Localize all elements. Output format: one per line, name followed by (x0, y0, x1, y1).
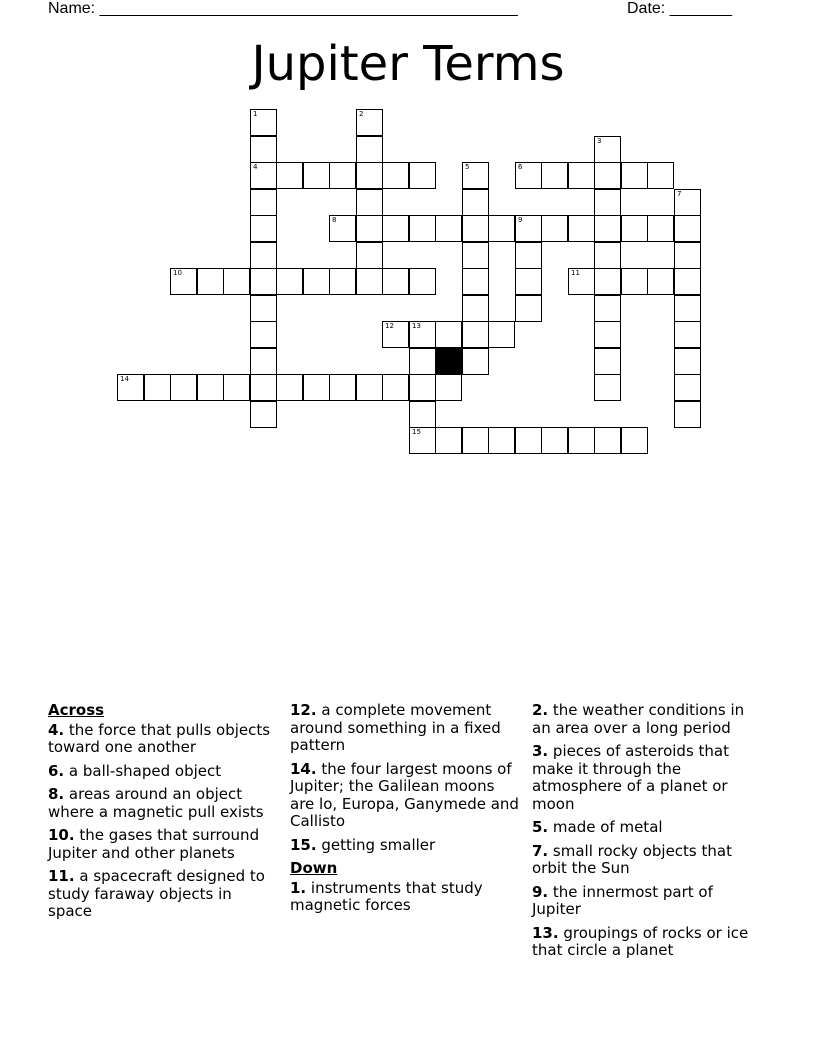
clue-text: a spacecraft designed to study faraway objects in space (48, 867, 265, 920)
crossword-cell[interactable] (409, 321, 436, 348)
crossword-cell[interactable] (303, 268, 330, 295)
clue-across-11 (48, 868, 280, 921)
crossword-cell[interactable] (250, 215, 277, 242)
page-title: Jupiter Terms (251, 36, 565, 92)
crossword-cell[interactable] (594, 162, 621, 189)
clue-number: 9. (532, 882, 549, 901)
crossword-cell[interactable] (356, 268, 383, 295)
crossword-cell[interactable] (276, 268, 303, 295)
crossword-cell[interactable] (303, 162, 330, 189)
clue-text: the innermost part of Jupiter (532, 882, 713, 918)
crossword-cell[interactable] (462, 242, 489, 269)
crossword-cell[interactable] (435, 427, 462, 454)
crossword-cell[interactable] (515, 215, 542, 242)
clue-text: instruments that study magnetic forces (290, 878, 483, 914)
crossword-cell[interactable] (409, 427, 436, 454)
crossword-cell[interactable] (462, 348, 489, 375)
crossword-cell[interactable] (541, 162, 568, 189)
crossword-cell[interactable] (594, 427, 621, 454)
crossword-cell[interactable] (541, 427, 568, 454)
crossword-cell[interactable] (356, 162, 383, 189)
crossword-cell[interactable] (515, 295, 542, 322)
clues-column-2 (290, 702, 522, 921)
crossword-cell[interactable] (250, 136, 277, 163)
crossword-cell[interactable] (462, 295, 489, 322)
crossword-cell[interactable] (409, 401, 436, 428)
crossword-cell[interactable] (329, 215, 356, 242)
clue-number-label: 1 (253, 110, 258, 118)
clue-text: the weather conditions in an area over a long period (532, 701, 745, 737)
clue-number: 4. (48, 720, 65, 739)
clue-number-label: 7 (677, 190, 682, 198)
crossword-cell[interactable] (356, 189, 383, 216)
clue-text: groupings of rocks or ice that circle a planet (532, 923, 749, 959)
clue-number: 6. (48, 761, 65, 780)
crossword-cell[interactable] (250, 374, 277, 401)
crossword-cell[interactable] (409, 215, 436, 242)
crossword-cell[interactable] (276, 374, 303, 401)
crossword-cell[interactable] (674, 215, 701, 242)
clue-down-7 (532, 843, 764, 878)
crossword-cell[interactable] (329, 374, 356, 401)
crossword-cell[interactable] (462, 215, 489, 242)
clue-number: 11. (48, 867, 75, 885)
crossword-cell[interactable] (250, 268, 277, 295)
crossword-cell[interactable] (250, 348, 277, 375)
crossword-cell[interactable] (594, 321, 621, 348)
crossword-cell[interactable] (515, 268, 542, 295)
crossword-cell[interactable] (144, 374, 171, 401)
crossword-cell[interactable] (488, 427, 515, 454)
crossword-cell[interactable] (250, 189, 277, 216)
crossword-cell[interactable] (594, 215, 621, 242)
clue-number: 3. (532, 742, 549, 760)
crossword-cell[interactable] (409, 374, 436, 401)
clue-number-label: 12 (385, 322, 394, 330)
crossword-cell[interactable] (329, 162, 356, 189)
crossword-cell[interactable] (462, 427, 489, 454)
clue-down-2 (532, 702, 764, 737)
crossword-cell[interactable] (356, 136, 383, 163)
crossword-cell[interactable] (462, 162, 489, 189)
crossword-cell[interactable] (356, 109, 383, 136)
clue-number: 14. (290, 759, 317, 778)
across-heading: Across (48, 701, 105, 719)
crossword-grid (0, 0, 816, 470)
crossword-cell[interactable] (594, 268, 621, 295)
clues-column-3 (532, 702, 764, 966)
crossword-cell[interactable] (435, 215, 462, 242)
crossword-cell[interactable] (621, 268, 648, 295)
clue-text: the gases that surround Jupiter and other planets (48, 826, 260, 862)
clue-number-label: 15 (412, 428, 421, 436)
crossword-cell[interactable] (674, 348, 701, 375)
crossword-cell[interactable] (594, 374, 621, 401)
crossword-cell[interactable] (621, 427, 648, 454)
crossword-cell[interactable] (674, 321, 701, 348)
crossword-cell[interactable] (515, 427, 542, 454)
clue-text: areas around an object where a magnetic pull exists (48, 785, 264, 821)
clue-down-1 (290, 880, 522, 915)
clue-number-label: 13 (412, 322, 421, 330)
date-field[interactable]: Date: _______ (627, 0, 732, 17)
clue-text: the force that pulls objects toward one another (48, 720, 271, 756)
crossword-cell[interactable] (488, 215, 515, 242)
crossword-cell[interactable] (621, 215, 648, 242)
clue-text: getting smaller (321, 835, 436, 854)
crossword-cell[interactable] (674, 242, 701, 269)
name-field[interactable]: Name: _______________________________________________ (48, 0, 518, 17)
clue-number-label: 4 (253, 163, 258, 171)
crossword-cell[interactable] (276, 162, 303, 189)
crossword-cell[interactable] (462, 268, 489, 295)
crossword-cell[interactable] (674, 189, 701, 216)
crossword-cell[interactable] (488, 321, 515, 348)
crossword-cell[interactable] (250, 109, 277, 136)
clue-text: small rocky objects that orbit the Sun (532, 841, 732, 877)
clue-number-label: 6 (518, 163, 523, 171)
clue-number-label: 2 (359, 110, 364, 118)
clue-down-13 (532, 925, 764, 960)
clues-column-1 (48, 702, 280, 927)
crossword-cell[interactable] (462, 189, 489, 216)
crossword-black-cell (435, 348, 462, 375)
crossword-cell[interactable] (594, 136, 621, 163)
clue-number: 7. (532, 841, 549, 860)
crossword-cell[interactable] (568, 162, 595, 189)
crossword-cell[interactable] (250, 162, 277, 189)
crossword-cell[interactable] (621, 162, 648, 189)
crossword-cell[interactable] (674, 374, 701, 401)
crossword-cell[interactable] (250, 295, 277, 322)
clue-number-label: 8 (332, 216, 337, 224)
crossword-cell[interactable] (647, 268, 674, 295)
clue-down-5 (532, 819, 764, 837)
clue-text: made of metal (552, 818, 663, 836)
clue-across-14 (290, 761, 522, 831)
crossword-cell[interactable] (568, 215, 595, 242)
crossword-cell[interactable] (197, 374, 224, 401)
crossword-cell[interactable] (435, 374, 462, 401)
clue-across-4 (48, 722, 280, 757)
clue-text: a complete movement around something in a fixed pattern (290, 701, 501, 754)
crossword-cell[interactable] (170, 268, 197, 295)
clue-number: 13. (532, 923, 559, 942)
crossword-cell[interactable] (594, 348, 621, 375)
crossword-cell[interactable] (568, 427, 595, 454)
clue-number: 10. (48, 826, 75, 844)
clue-number: 12. (290, 701, 317, 719)
crossword-cell[interactable] (409, 162, 436, 189)
crossword-cell[interactable] (674, 268, 701, 295)
crossword-cell[interactable] (382, 321, 409, 348)
crossword-cell[interactable] (117, 374, 144, 401)
clue-down-3 (532, 743, 764, 813)
crossword-cell[interactable] (356, 242, 383, 269)
clue-across-6 (48, 763, 280, 781)
crossword-cell[interactable] (594, 189, 621, 216)
crossword-cell[interactable] (541, 215, 568, 242)
crossword-cell[interactable] (382, 162, 409, 189)
crossword-cell[interactable] (303, 374, 330, 401)
crossword-cell[interactable] (382, 215, 409, 242)
clue-number-label: 11 (571, 269, 580, 277)
crossword-cell[interactable] (250, 321, 277, 348)
clue-number: 15. (290, 835, 317, 854)
clue-number: 5. (532, 818, 549, 836)
crossword-cell[interactable] (356, 215, 383, 242)
crossword-cell[interactable] (515, 242, 542, 269)
clue-across-15 (290, 837, 522, 855)
crossword-cell[interactable] (197, 268, 224, 295)
crossword-cell[interactable] (409, 348, 436, 375)
crossword-cell[interactable] (250, 401, 277, 428)
clue-across-10 (48, 827, 280, 862)
clue-text: pieces of asteroids that make it through the atmosphere of a planet or moon (532, 742, 729, 813)
crossword-cell[interactable] (409, 268, 436, 295)
clue-text: a ball-shaped object (68, 761, 222, 780)
crossword-cell[interactable] (223, 268, 250, 295)
clue-number: 8. (48, 785, 65, 803)
crossword-cell[interactable] (435, 321, 462, 348)
down-heading: Down (290, 859, 338, 877)
crossword-cell[interactable] (594, 242, 621, 269)
crossword-cell[interactable] (647, 215, 674, 242)
crossword-cell[interactable] (382, 374, 409, 401)
crossword-cell[interactable] (647, 162, 674, 189)
clue-number-label: 3 (597, 137, 602, 145)
clue-text: the four largest moons of Jupiter; the Galilean moons are lo, Europa, Ganymede and Callisto (290, 759, 519, 830)
crossword-cell[interactable] (462, 321, 489, 348)
clue-number-label: 5 (465, 163, 470, 171)
clue-across-8 (48, 786, 280, 821)
clue-down-9 (532, 884, 764, 919)
clue-number: 1. (290, 878, 307, 897)
crossword-cell[interactable] (674, 401, 701, 428)
crossword-cell[interactable] (674, 295, 701, 322)
crossword-cell[interactable] (223, 374, 250, 401)
crossword-cell[interactable] (594, 295, 621, 322)
clue-number-label: 14 (120, 375, 129, 383)
crossword-cell[interactable] (515, 162, 542, 189)
clue-across-12 (290, 702, 522, 755)
clue-number-label: 10 (173, 269, 182, 277)
crossword-cell[interactable] (329, 268, 356, 295)
crossword-cell[interactable] (568, 268, 595, 295)
crossword-cell[interactable] (250, 242, 277, 269)
crossword-cell[interactable] (170, 374, 197, 401)
crossword-cell[interactable] (356, 374, 383, 401)
clue-number-label: 9 (518, 216, 523, 224)
clue-number: 2. (532, 701, 549, 719)
crossword-cell[interactable] (382, 268, 409, 295)
